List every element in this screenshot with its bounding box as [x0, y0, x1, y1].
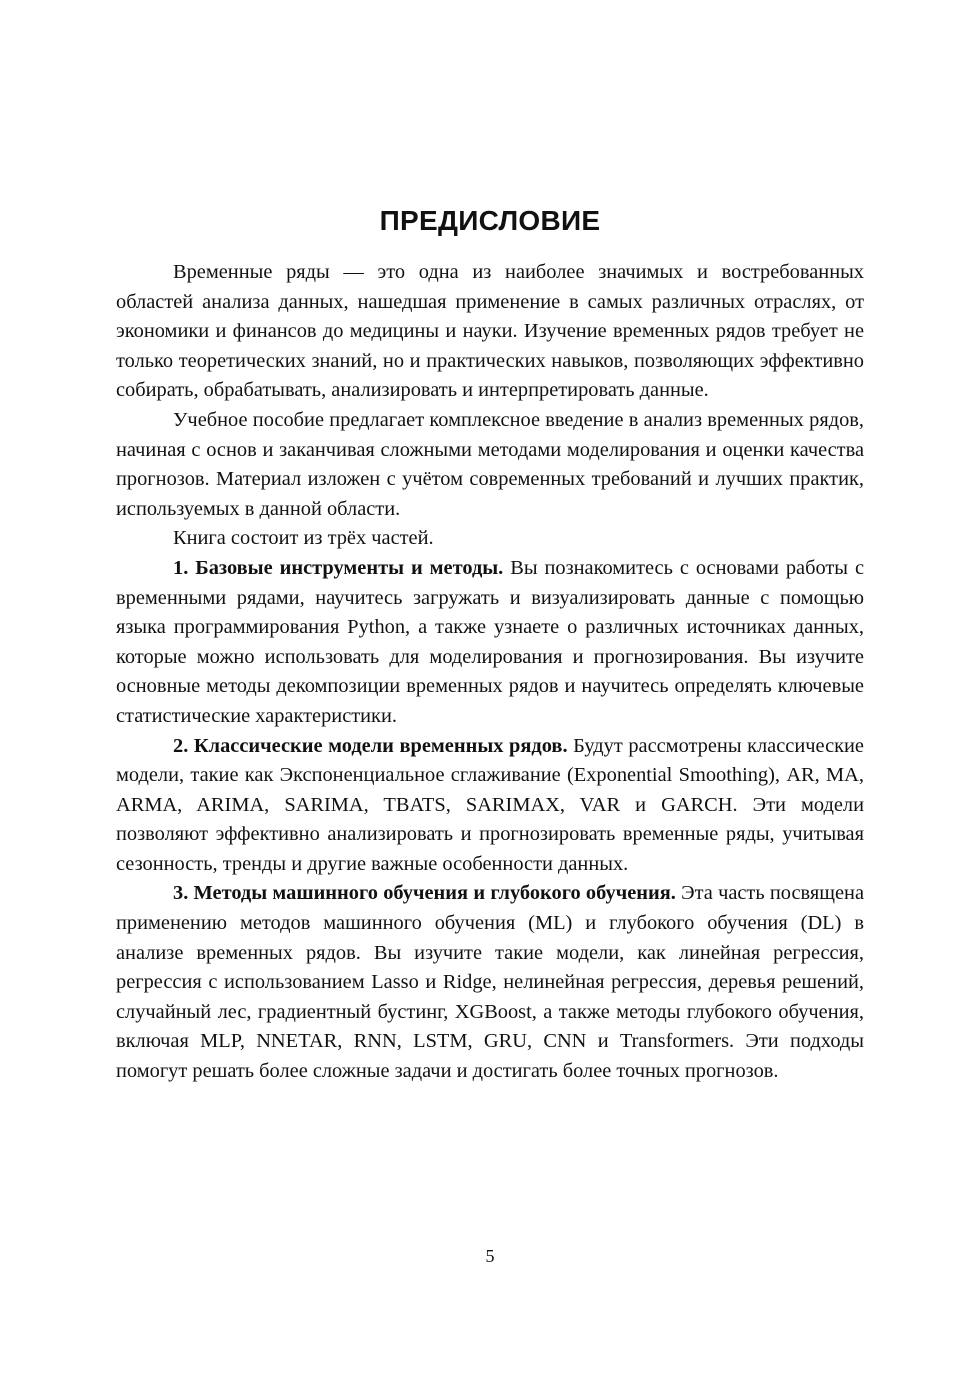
paragraph-text: Вы познакомитесь с основами работы с временными рядами, научитесь загружать и визуализировать данные с помощью языка программирования Python, а также узнаете о различных источниках данных, которые можно использовать для моделирования и прогнозирования. Вы изучите основные методы декомпозиции временных рядов и научитесь определять ключевые статистические характеристики. — [116, 556, 864, 727]
paragraph-part-1 — [116, 554, 864, 732]
paragraph-intro — [116, 258, 864, 406]
paragraph-textbook-overview — [116, 406, 864, 524]
paragraph-book-structure — [116, 524, 864, 554]
part-heading: 2. Классические модели временных рядов. — [173, 734, 568, 757]
part-heading: 3. Методы машинного обучения и глубокого обучения. — [173, 882, 676, 905]
paragraph-text: Временные ряды — это одна из наиболее значимых и востребованных областей анализа данных, нашедшая применение в самых различных отраслях, от экономики и финансов до медицины и науки. Изучение временных рядов требует не только теоретических знаний, но и практических навыков, позволяющих эффективно собирать, обрабатывать, анализировать и интерпретировать данные. — [116, 261, 864, 402]
paragraph-part-2 — [116, 732, 864, 880]
part-heading: 1. Базовые инструменты и методы. — [173, 556, 504, 579]
paragraph-text: Учебное пособие предлагает комплексное введение в анализ временных рядов, начиная с основ и заканчивая сложными методами моделирования и оценки качества прогнозов. Материал изложен с учётом современных требований и лучших практик, используемых в данной области. — [116, 408, 864, 520]
paragraph-text: Будут рассмотрены классические модели, такие как Экспоненциальное сглаживание (Exponential Smoothing), AR, MA, ARMA, ARIMA, SARIMA, TBATS, SARIMAX, VAR и GARCH. Эти модели позволяют эффективно анализировать и прогнозировать временные ряды, учитывая сезонность, тренды и другие важные особенности данных. — [116, 734, 864, 875]
page-title: ПРЕДИСЛОВИЕ — [379, 205, 601, 236]
page-number: 5 — [485, 1246, 495, 1266]
paragraph-part-3 — [116, 879, 864, 1086]
paragraph-text: Эта часть посвящена применению методов машинного обучения (ML) и глубокого обучения (DL) в анализе временных рядов. Вы изучите такие модели, как линейная регрессия, регрессия с использованием Lasso и Ridge, нелинейная регрессия, деревья решений, случайный лес, градиентный бустинг, XGBoost, а также методы глубокого обучения, включая MLP, NNETAR, RNN, LSTM, GRU, CNN и Transformers. Эти подходы помогут решать более сложные задачи и достигать более точных прогнозов. — [116, 882, 865, 1083]
preface-body — [116, 258, 864, 1087]
paragraph-text: Книга состоит из трёх частей. — [173, 527, 434, 550]
